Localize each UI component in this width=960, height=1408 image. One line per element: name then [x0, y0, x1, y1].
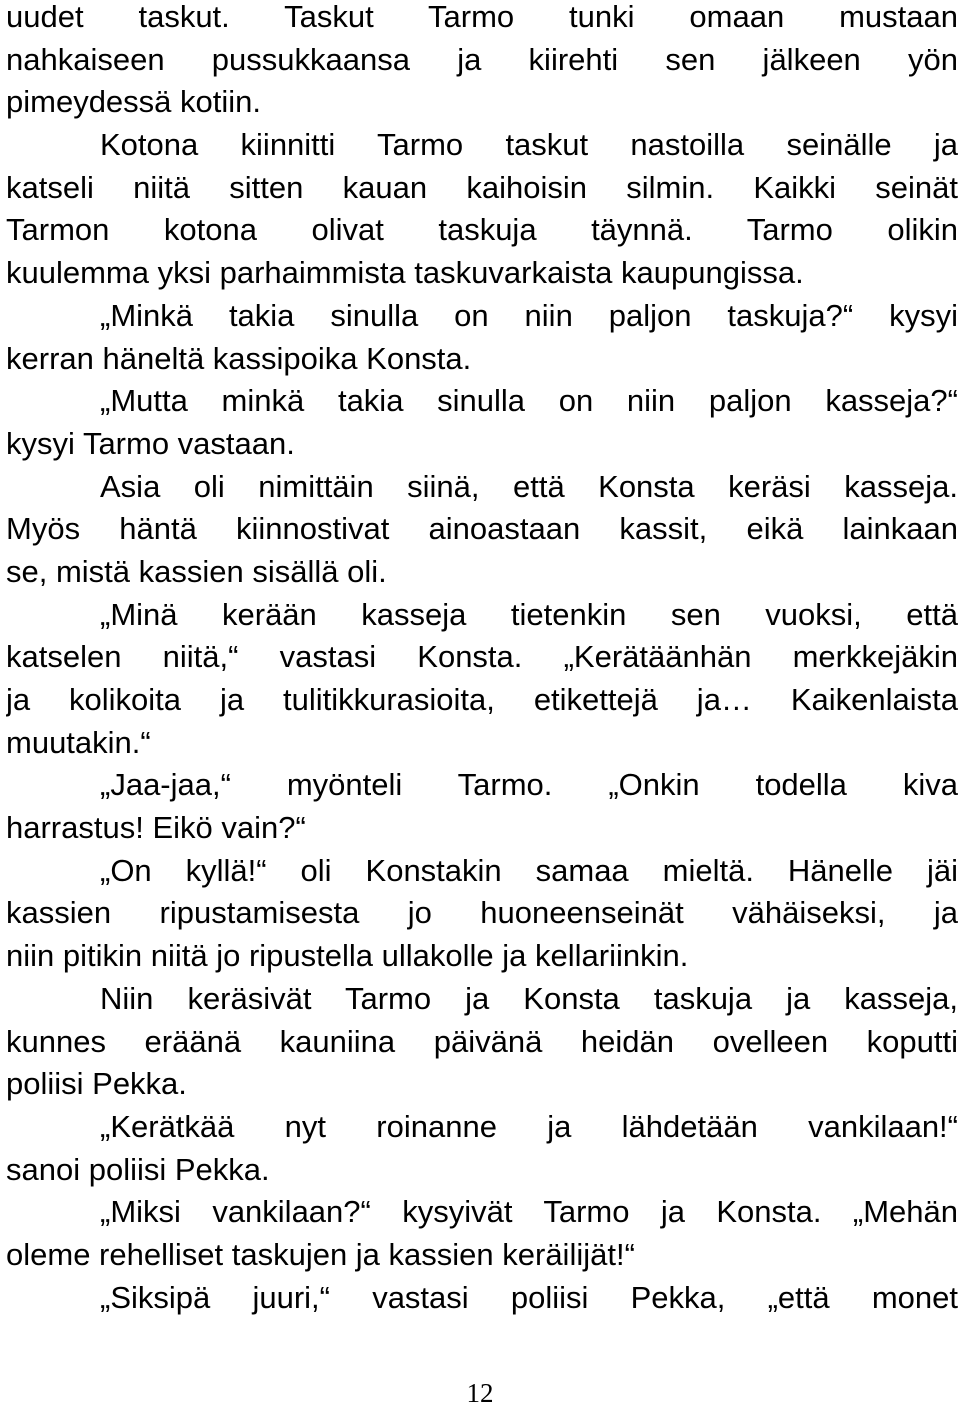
page-number: 12 [466, 1378, 494, 1408]
text-line: „Siksipä juuri,“ vastasi poliisi Pekka, „että monet [100, 1279, 958, 1315]
text-line: „Minä kerään kasseja tietenkin sen vuoksi, että [100, 596, 958, 632]
text-line: kuulemma yksi parhaimmista taskuvarkaista kaupungissa. [6, 255, 804, 291]
text-line: kerran häneltä kassipoika Konsta. [6, 340, 472, 376]
text-line: oleme rehelliset taskujen ja kassien keräilijät!“ [6, 1236, 635, 1272]
text-line: nahkaiseen pussukkaansa ja kiirehti sen jälkeen yön [6, 41, 958, 77]
text-line: ja kolikoita ja tulitikkurasioita, etikettejä ja… Kaikenlaista [6, 682, 958, 717]
text-line: kysyi Tarmo vastaan. [6, 425, 295, 461]
text-line: „Mutta minkä takia sinulla on niin paljon kasseja?“ [100, 383, 958, 419]
text-line: katselen niitä,“ vastasi Konsta. „Kerätäänhän merkkejäkin [6, 639, 958, 675]
text-line: „Jaa-jaa,“ myönteli Tarmo. „Onkin todella kiva [100, 767, 958, 803]
text-line: se, mistä kassien sisällä oli. [6, 553, 387, 589]
text-line: muutakin.“ [6, 724, 151, 760]
text-line: pimeydessä kotiin. [6, 84, 262, 120]
text-line: kunnes eräänä kauniina päivänä heidän ovelleen koputti [6, 1023, 958, 1059]
text-line: Myös häntä kiinnostivat ainoastaan kassit, eikä lainkaan [6, 511, 958, 547]
text-line: harrastus! Eikö vain?“ [6, 810, 306, 846]
text-line: kassien ripustamisesta jo huoneenseinät vähäiseksi, ja [6, 895, 958, 931]
text-line: „Minkä takia sinulla on niin paljon taskuja?“ kysyi [100, 297, 958, 333]
text-line: „Kerätkää nyt roinanne ja lähdetään vankilaan!“ [100, 1108, 958, 1144]
text-line: niin pitikin niitä jo ripustella ullakolle ja kellariinkin. [6, 938, 689, 974]
text-line: Niin keräsivät Tarmo ja Konsta taskuja ja kasseja, [100, 980, 958, 1016]
text-line: poliisi Pekka. [6, 1066, 187, 1102]
text-line: sanoi poliisi Pekka. [6, 1151, 270, 1187]
text-line: katseli niitä sitten kauan kaihoisin silmin. Kaikki seinät [6, 169, 958, 205]
text-line: Kotona kiinnitti Tarmo taskut nastoilla seinälle ja [100, 127, 958, 163]
text-line: „Miksi vankilaan?“ kysyivät Tarmo ja Konsta. „Mehän [100, 1194, 958, 1230]
document-body [6, 0, 958, 1319]
text-line: uudet taskut. Taskut Tarmo tunki omaan mustaan [6, 0, 958, 34]
text-line: Tarmon kotona olivat taskuja täynnä. Tarmo olikin [6, 212, 958, 248]
text-line: Asia oli nimittäin siinä, että Konsta keräsi kasseja. [100, 468, 958, 504]
text-line: „On kyllä!“ oli Konstakin samaa mieltä. Hänelle jäi [100, 852, 958, 888]
